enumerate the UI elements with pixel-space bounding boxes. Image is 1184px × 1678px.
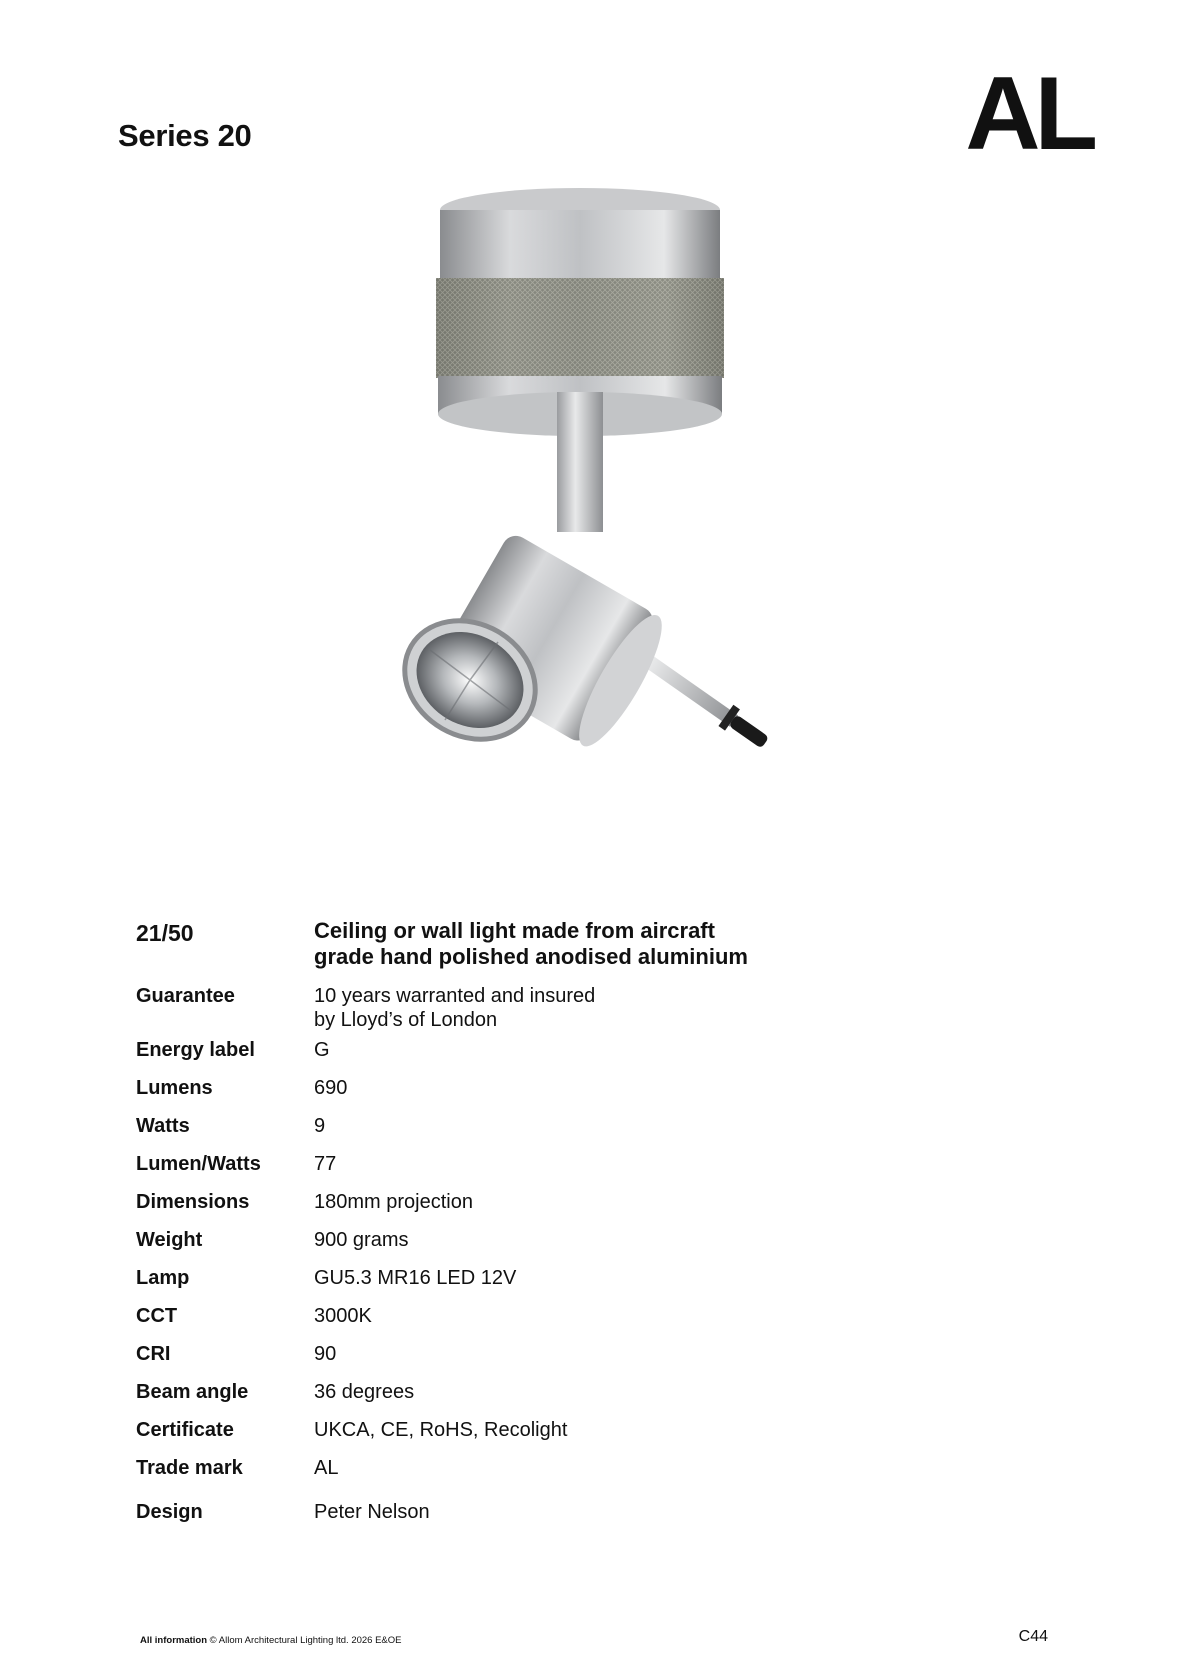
spec-label: Lamp — [136, 1267, 190, 1289]
spec-label: CCT — [136, 1305, 178, 1327]
spec-label: Certificate — [136, 1419, 234, 1441]
footer-info-label: All information — [140, 1635, 208, 1646]
spec-value: GU5.3 MR16 LED 12V — [314, 1267, 517, 1289]
spec-row-lumen-watts — [136, 1152, 836, 1176]
spotlight-product-image — [370, 180, 790, 800]
series-title: Series 20 — [118, 118, 252, 153]
spec-value: UKCA, CE, RoHS, Recolight — [314, 1419, 568, 1441]
spec-label: Design — [136, 1501, 203, 1523]
product-header-row — [136, 918, 836, 970]
spec-value: G — [314, 1039, 330, 1061]
spec-row-beam-angle — [136, 1380, 836, 1404]
spec-row-dimensions — [136, 1190, 836, 1214]
spec-row-energy-label — [136, 1038, 836, 1062]
spec-label: Energy label — [136, 1039, 255, 1061]
spec-row-trade-mark — [136, 1456, 836, 1480]
spec-value: 180mm projection — [314, 1191, 473, 1213]
spec-row-weight — [136, 1228, 836, 1252]
product-description: Ceiling or wall light made from aircraft grade hand polished anodised aluminium — [314, 918, 748, 969]
spec-label: Watts — [136, 1115, 190, 1137]
spec-value: AL — [314, 1457, 339, 1479]
spec-row-guarantee — [136, 984, 836, 1032]
brand-logo: AL — [965, 56, 1092, 172]
footer-note — [140, 1635, 402, 1646]
spec-label: Lumen/Watts — [136, 1153, 261, 1175]
spec-row-design — [136, 1500, 836, 1524]
spec-label: Guarantee — [136, 985, 235, 1007]
spec-row-watts — [136, 1114, 836, 1138]
spec-value: 690 — [314, 1077, 348, 1099]
product-code: 21/50 — [136, 920, 194, 946]
spec-row-cct — [136, 1304, 836, 1328]
spec-value: 9 — [314, 1115, 326, 1137]
spec-label: Trade mark — [136, 1457, 243, 1479]
spec-label: Weight — [136, 1229, 203, 1251]
spec-value: 3000K — [314, 1305, 372, 1327]
spec-value: Peter Nelson — [314, 1501, 430, 1523]
spec-row-certificate — [136, 1418, 836, 1442]
spec-value: 900 grams — [314, 1229, 409, 1251]
spec-label: Lumens — [136, 1077, 213, 1099]
spec-label: CRI — [136, 1343, 171, 1365]
spec-value: 77 — [314, 1153, 337, 1175]
spec-value: 90 — [314, 1343, 337, 1365]
spec-value: 10 years warranted and insured by Lloyd’s of London — [314, 985, 596, 1031]
page-number: C44 — [1018, 1628, 1048, 1645]
spec-row-lumens — [136, 1076, 836, 1100]
spec-value: 36 degrees — [314, 1381, 415, 1403]
spec-row-cri — [136, 1342, 836, 1366]
spec-label: Dimensions — [136, 1191, 250, 1213]
specification-table — [136, 918, 836, 1524]
spec-label: Beam angle — [136, 1381, 249, 1403]
footer-copyright: © Allom Architectural Lighting ltd. 2026 E&OE — [209, 1635, 402, 1646]
spec-row-lamp — [136, 1266, 836, 1290]
